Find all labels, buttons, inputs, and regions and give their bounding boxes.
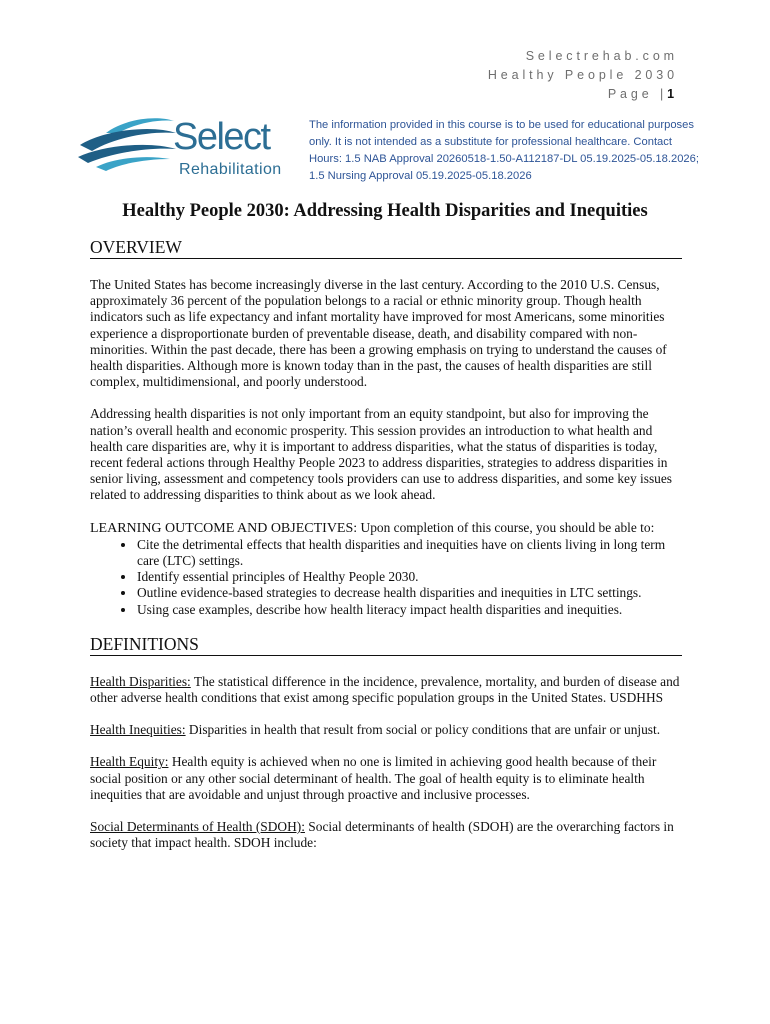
document-title: Healthy People 2030: Addressing Health Disparities and Inequities bbox=[122, 201, 648, 221]
definitions-heading: DEFINITIONS bbox=[90, 633, 682, 656]
objective-item: • Using case examples, describe how health literacy impact health disparities and inequities. bbox=[136, 602, 682, 618]
definition-term: Health Equity: bbox=[90, 754, 169, 770]
objectives-lead-text: Upon completion of this course, you should be able to: bbox=[357, 519, 655, 535]
page-number: 1 bbox=[667, 87, 678, 101]
objective-item: • Outline evidence-based strategies to decrease health disparities and inequities in LTC settings. bbox=[136, 585, 682, 601]
objectives-list bbox=[90, 537, 682, 618]
overview-paragraph-2: Addressing health disparities is not only important from an equity standpoint, but also for improving the nation’s overall health and economic prosperity. This session provides an introduction to what health and health care disparities are, why it is important to address disparities, what the status of disparities is today, recent federal actions through Healthy People 2023 to address disparities, strategies to address disparities in senior living, assessment and competency tools providers can use to address disparities, and some key issues related to addressing disparities to think about as we look ahead. bbox=[90, 406, 673, 503]
overview-heading: OVERVIEW bbox=[90, 236, 682, 259]
course-disclaimer: The information provided in this course is to be used for educational purposes only. It is not intended as a substitute for professional healthcare. Contact Hours: 1.5 NAB Approval 20260518-1.50-A112187-DL 05.19.2025-05.18.2026; 1.5 Nursing Approval 05.19.2025-05.18.2026 bbox=[309, 119, 699, 182]
header-page-label: Page | bbox=[607, 87, 668, 101]
definition-term: Health Inequities: bbox=[90, 722, 186, 738]
document-body bbox=[90, 236, 682, 851]
header-site: Selectrehab.com bbox=[525, 49, 678, 63]
definition-sdoh bbox=[90, 819, 682, 851]
overview-paragraph-1: The United States has become increasingly diverse in the last century. According to the 2010 U.S. Census, approximately 36 percent of the population belongs to a racial or ethnic minority group. Though health indicators such as life expectancy and infant mortality have improved for most Americans, some minorities experience a disproportionate burden of preventable disease, death, and disability compared with non-minorities. Within the past decade, there has been a growing emphasis on trying to understand the causes of health disparities. Although more is known today than in the past, the causes of health disparities are still complex, multidimensional, and poorly understood. bbox=[90, 277, 667, 390]
definition-text: Social determinants of health (SDOH) are the overarching factors in society that impact health. SDOH include: bbox=[90, 819, 674, 851]
header-program: Healthy People 2030 bbox=[487, 68, 678, 82]
objective-item: • Cite the detrimental effects that health disparities and inequities have on clients living in long term care (LTC) settings. bbox=[136, 537, 682, 569]
select-rehabilitation-logo bbox=[76, 111, 292, 181]
running-header bbox=[488, 47, 678, 104]
definition-health-disparities bbox=[90, 674, 682, 706]
definition-health-equity bbox=[90, 754, 682, 803]
definition-text: Health equity is achieved when no one is limited in achieving good health because of their social position or any other social determinant of health. The goal of health equity is to eliminate health inequities that are avoidable and unjust through proactive and inclusive processes. bbox=[90, 754, 657, 802]
definition-term: Health Disparities: bbox=[90, 673, 191, 689]
definition-text: Disparities in health that result from social or policy conditions that are unfair or unjust. bbox=[185, 722, 661, 738]
definition-health-inequities bbox=[90, 722, 682, 738]
header-page-number bbox=[488, 85, 678, 104]
logo-swoosh-bottom bbox=[96, 157, 170, 171]
definition-text: The statistical difference in the incidence, prevalence, mortality, and burden of disease and other adverse health conditions that exist among specific population groups in the United States. USDHHS bbox=[90, 673, 680, 706]
definition-term: Social Determinants of Health (SDOH): bbox=[90, 819, 305, 835]
objectives-lead bbox=[90, 520, 682, 537]
logo-mark bbox=[76, 111, 292, 181]
objectives-label: LEARNING OUTCOME AND OBJECTIVES: bbox=[90, 520, 358, 536]
logo-word: Select bbox=[173, 116, 270, 158]
logo-subword: Rehabilitation bbox=[179, 161, 282, 178]
objective-item: • Identify essential principles of Healthy People 2030. bbox=[136, 569, 682, 585]
